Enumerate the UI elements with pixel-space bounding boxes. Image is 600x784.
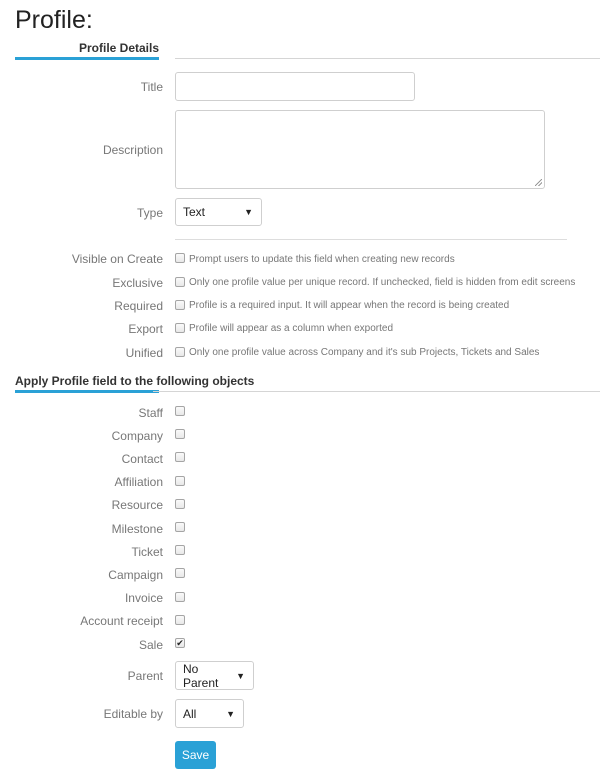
object-label-resource: Resource: [111, 498, 163, 512]
option-label-visible-on-create: Visible on Create: [71, 252, 163, 266]
object-label-milestone: Milestone: [111, 522, 163, 536]
caret-down-icon: ▼: [226, 708, 235, 719]
type-selected-value: Text: [183, 205, 206, 219]
contact-checkbox[interactable]: [175, 452, 185, 462]
object-label-staff: Staff: [138, 406, 163, 420]
ticket-checkbox[interactable]: [175, 545, 185, 555]
option-hint: Profile is a required input. It will appear when the record is being created: [189, 300, 510, 311]
options-divider: [175, 239, 567, 240]
export-checkbox[interactable]: [175, 323, 185, 333]
invoice-checkbox[interactable]: [175, 592, 185, 602]
caret-down-icon: ▼: [236, 670, 245, 681]
required-checkbox[interactable]: [175, 300, 185, 310]
description-textarea[interactable]: [175, 110, 545, 189]
object-label-sale: Sale: [138, 638, 163, 652]
object-label-invoice: Invoice: [124, 591, 163, 605]
campaign-checkbox[interactable]: [175, 568, 185, 578]
section-underline: [15, 390, 159, 393]
option-label-export: Export: [128, 322, 163, 336]
option-hint: Only one profile value across Company and it's sub Projects, Tickets and Sales: [189, 347, 540, 358]
section-heading-profile-details: Profile Details: [79, 41, 160, 55]
resize-handle-icon[interactable]: [535, 179, 542, 186]
option-label-required: Required: [114, 299, 163, 313]
caret-down-icon: ▼: [244, 207, 253, 217]
option-hint: Only one profile value per unique record. If unchecked, field is hidden from edit screens: [189, 277, 576, 288]
description-label: Description: [102, 143, 163, 157]
editable-by-label: Editable by: [103, 707, 163, 721]
page-title: Profile:: [15, 6, 93, 34]
unified-checkbox[interactable]: [175, 347, 185, 357]
title-label: Title: [140, 80, 163, 94]
affiliation-checkbox[interactable]: [175, 476, 185, 486]
section-divider: [153, 391, 600, 392]
exclusive-checkbox[interactable]: [175, 277, 185, 287]
sale-checkbox[interactable]: [175, 638, 185, 648]
object-label-company: Company: [111, 429, 163, 443]
section-divider: [175, 58, 600, 59]
parent-selected-value: No Parent: [183, 661, 219, 690]
milestone-checkbox[interactable]: [175, 522, 185, 532]
object-label-affiliation: Affiliation: [114, 475, 163, 489]
title-input[interactable]: [175, 72, 415, 101]
checkmark-icon: ✔: [176, 637, 184, 648]
account-receipt-checkbox[interactable]: [175, 615, 185, 625]
company-checkbox[interactable]: [175, 429, 185, 439]
parent-label: Parent: [127, 669, 163, 683]
resource-checkbox[interactable]: [175, 499, 185, 509]
parent-select[interactable]: [175, 661, 254, 690]
editable-by-select[interactable]: [175, 699, 244, 728]
object-label-ticket: Ticket: [131, 545, 163, 559]
type-select[interactable]: [175, 198, 262, 226]
option-hint: Profile will appear as a column when exported: [189, 323, 393, 334]
option-label-unified: Unified: [125, 346, 163, 360]
staff-checkbox[interactable]: [175, 406, 185, 416]
object-label-account-receipt: Account receipt: [80, 614, 163, 628]
section-heading-apply-objects: Apply Profile field to the following objects: [15, 374, 255, 388]
visible-on-create-checkbox[interactable]: [175, 253, 185, 263]
option-label-exclusive: Exclusive: [112, 276, 163, 290]
editable-by-selected-value: All: [183, 706, 197, 721]
object-label-contact: Contact: [121, 452, 163, 466]
section-underline: [15, 57, 159, 60]
option-hint: Prompt users to update this field when creating new records: [189, 254, 455, 265]
object-label-campaign: Campaign: [108, 568, 163, 582]
save-button[interactable]: Save: [175, 741, 216, 769]
type-label: Type: [136, 206, 163, 220]
